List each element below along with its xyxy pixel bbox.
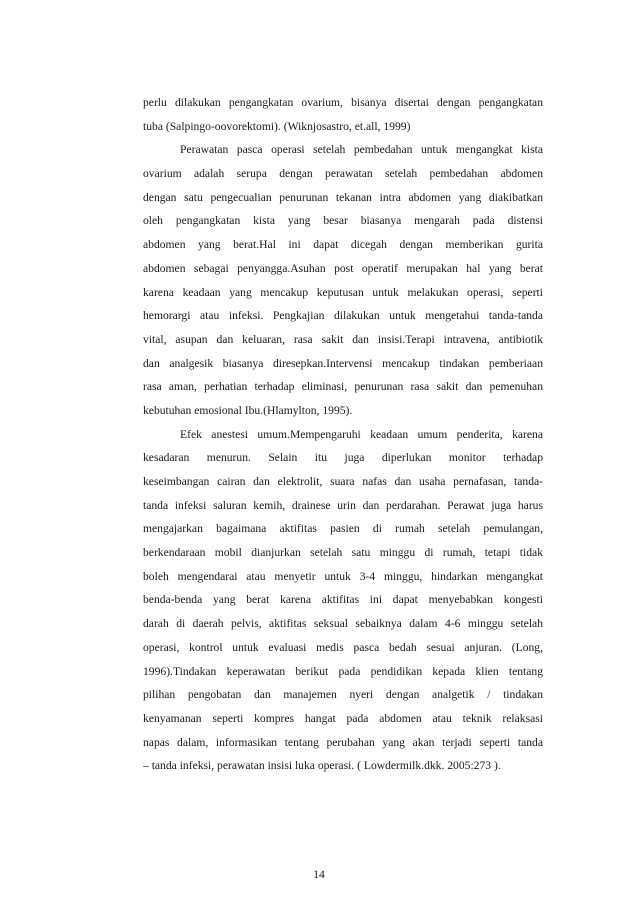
text-line: dan analgesik biasanya diresepkan.Intervensi mencakup tindakan pemberiaan (143, 356, 543, 370)
text-line: – tanda infeksi, perawatan insisi luka operasi. ( Lowdermilk.dkk. 2005:273 ). (143, 759, 501, 773)
text-line: benda-benda yang berat karena aktifitas ini dapat menyebabkan kongesti (143, 593, 543, 607)
text-line: pilihan pengobatan dan manajemen nyeri dengan analgetik / tindakan (143, 688, 543, 702)
text-line: rasa aman, perhatian terhadap eliminasi, penurunan rasa sakit dan pemenuhan (143, 380, 543, 394)
text-line: kebutuhan emosional Ibu.(Hlamylton, 1995). (143, 403, 353, 417)
text-line: mengajarkan bagaimana aktifitas pasien di rumah setelah pemulangan, (143, 522, 543, 536)
text-line: ovarium adalah serupa dengan perawatan setelah pembedahan abdomen (143, 167, 543, 181)
paragraph-first-line: Perawatan pasca operasi setelah pembedahan untuk mengangkat kista (180, 143, 543, 157)
text-line: kesadaran menurun. Selain itu juga diperlukan monitor terhadap (143, 451, 543, 465)
text-line: hemorargi atau infeksi. Pengkajian dilakukan untuk mengetahui tanda-tanda (143, 309, 543, 323)
text-line: dengan satu pengecualian penurunan tekanan intra abdomen yang diakibatkan (143, 190, 543, 204)
text-line: perlu dilakukan pengangkatan ovarium, bisanya disertai dengan pengangkatan (143, 96, 543, 109)
text-line: abdomen yang berat.Hal ini dapat dicegah dengan memberikan gurita (143, 238, 543, 252)
text-line: berkendaraan mobil dianjurkan setelah satu minggu di rumah, tetapi tidak (143, 546, 543, 560)
text-line: napas dalam, informasikan tentang perubahan yang akan terjadi seperti tanda (143, 735, 543, 749)
text-line: abdomen sebagai penyangga.Asuhan post operatif merupakan hal yang berat (143, 261, 543, 275)
text-line: tanda infeksi saluran kemih, drainese urin dan perdarahan. Perawat juga harus (143, 498, 543, 512)
text-line: vital, asupan dan keluaran, rasa sakit dan insisi.Terapi intravena, antibiotik (143, 332, 543, 346)
text-line: oleh pengangkatan kista yang besar biasanya mengarah pada distensi (143, 214, 543, 228)
text-line: karena keadaan yang mencakup keputusan untuk melakukan operasi, seperti (143, 285, 543, 299)
body-text (143, 91, 543, 778)
text-line: operasi, kontrol untuk evaluasi medis pasca bedah sesuai anjuran. (Long, (143, 640, 543, 654)
text-line: keseimbangan cairan dan elektrolit, suara nafas dan usaha pernafasan, tanda- (143, 475, 543, 488)
text-line: darah di daerah pelvis, aktifitas seksual sebaiknya dalam 4-6 minggu setelah (143, 617, 543, 631)
text-line: 1996).Tindakan keperawatan berikut pada pendidikan kepada klien tentang (143, 664, 543, 678)
text-line: tuba (Salpingo-oovorektomi). (Wiknjosastro, et.all, 1999) (143, 119, 411, 133)
text-line: kenyamanan seperti kompres hangat pada abdomen atau teknik relaksasi (143, 711, 543, 725)
page-number: 14 (313, 868, 325, 881)
text-line: boleh mengendarai atau menyetir untuk 3-4 minggu, hindarkan mengangkat (143, 569, 543, 583)
paragraph-first-line: Efek anestesi umum.Mempengaruhi keadaan umum penderita, karena (180, 427, 543, 441)
